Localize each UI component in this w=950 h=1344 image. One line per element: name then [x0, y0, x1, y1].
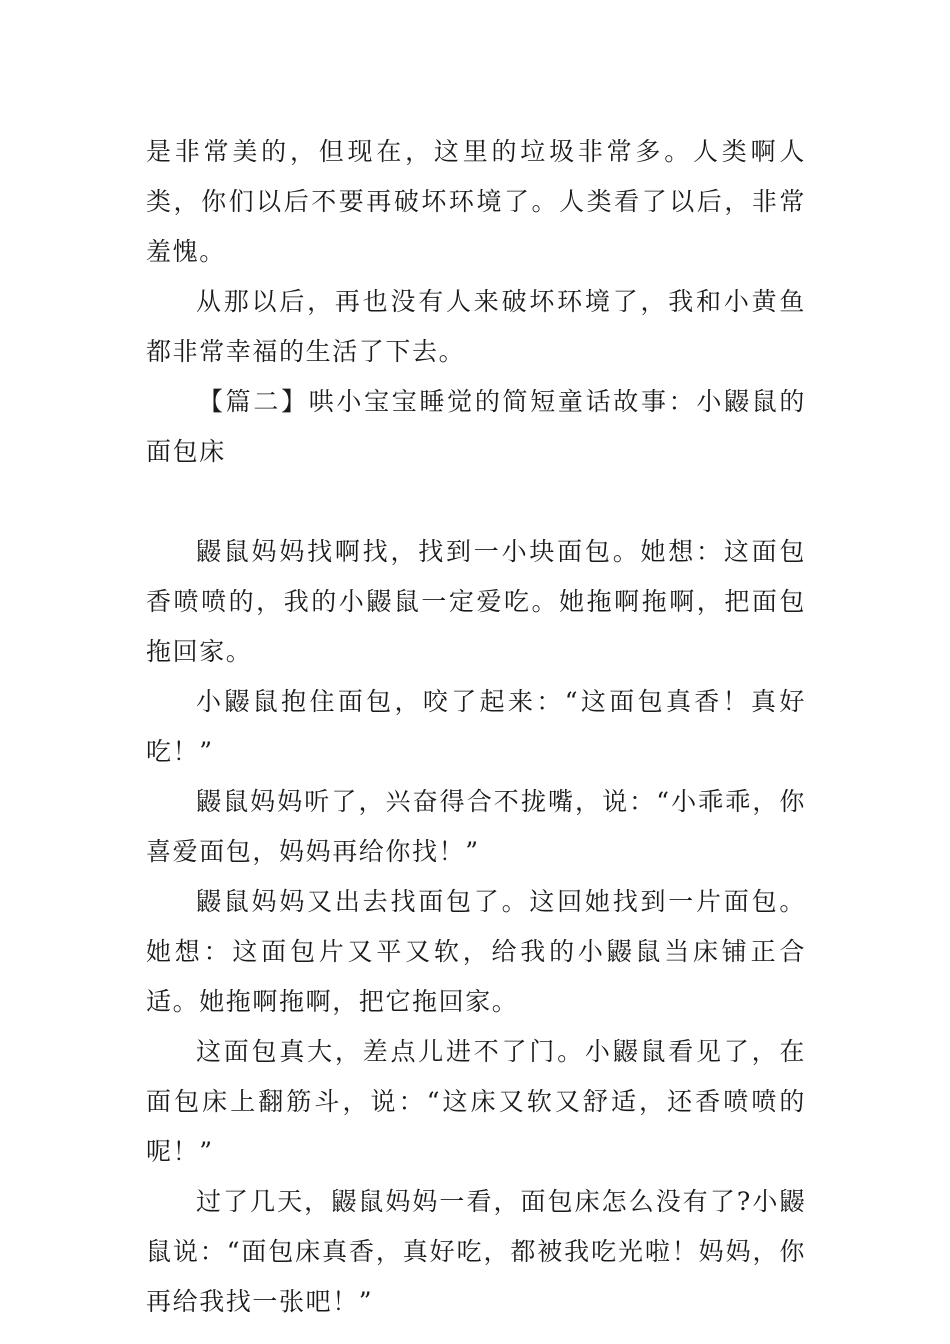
paragraph-continued: 是非常美的，但现在，这里的垃圾非常多。人类啊人类，你们以后不要再破坏环境了。人类看了以后，非常羞愧。 [146, 137, 806, 266]
story-paragraph: 过了几天，鼹鼠妈妈一看，面包床怎么没有了?小鼹鼠说：“面包床真香，真好吃，都被我吃光啦！妈妈，你再给我找一张吧！” [146, 1187, 806, 1316]
document-body [146, 127, 806, 1327]
story-paragraph: 鼹鼠妈妈听了，兴奋得合不拢嘴，说：“小乖乖，你喜爱面包，妈妈再给你找！” [146, 787, 806, 866]
story-paragraph: 小鼹鼠抱住面包，咬了起来：“这面包真香！真好吃！” [146, 687, 806, 766]
section-title: 【篇二】哄小宝宝睡觉的简短童话故事：小鼹鼠的面包床 [146, 387, 806, 466]
story-paragraph: 鼹鼠妈妈找啊找，找到一小块面包。她想：这面包香喷喷的，我的小鼹鼠一定爱吃。她拖啊拖啊，把面包拖回家。 [146, 537, 806, 666]
paragraph-ending: 从那以后，再也没有人来破坏环境了，我和小黄鱼都非常幸福的生活了下去。 [146, 287, 806, 366]
story-paragraph: 这面包真大，差点儿进不了门。小鼹鼠看见了，在面包床上翻筋斗，说：“这床又软又舒适，还香喷喷的呢！” [146, 1037, 806, 1166]
story-paragraph: 鼹鼠妈妈又出去找面包了。这回她找到一片面包。她想：这面包片又平又软，给我的小鼹鼠当床铺正合适。她拖啊拖啊，把它拖回家。 [146, 887, 806, 1016]
blank-line [146, 477, 806, 527]
